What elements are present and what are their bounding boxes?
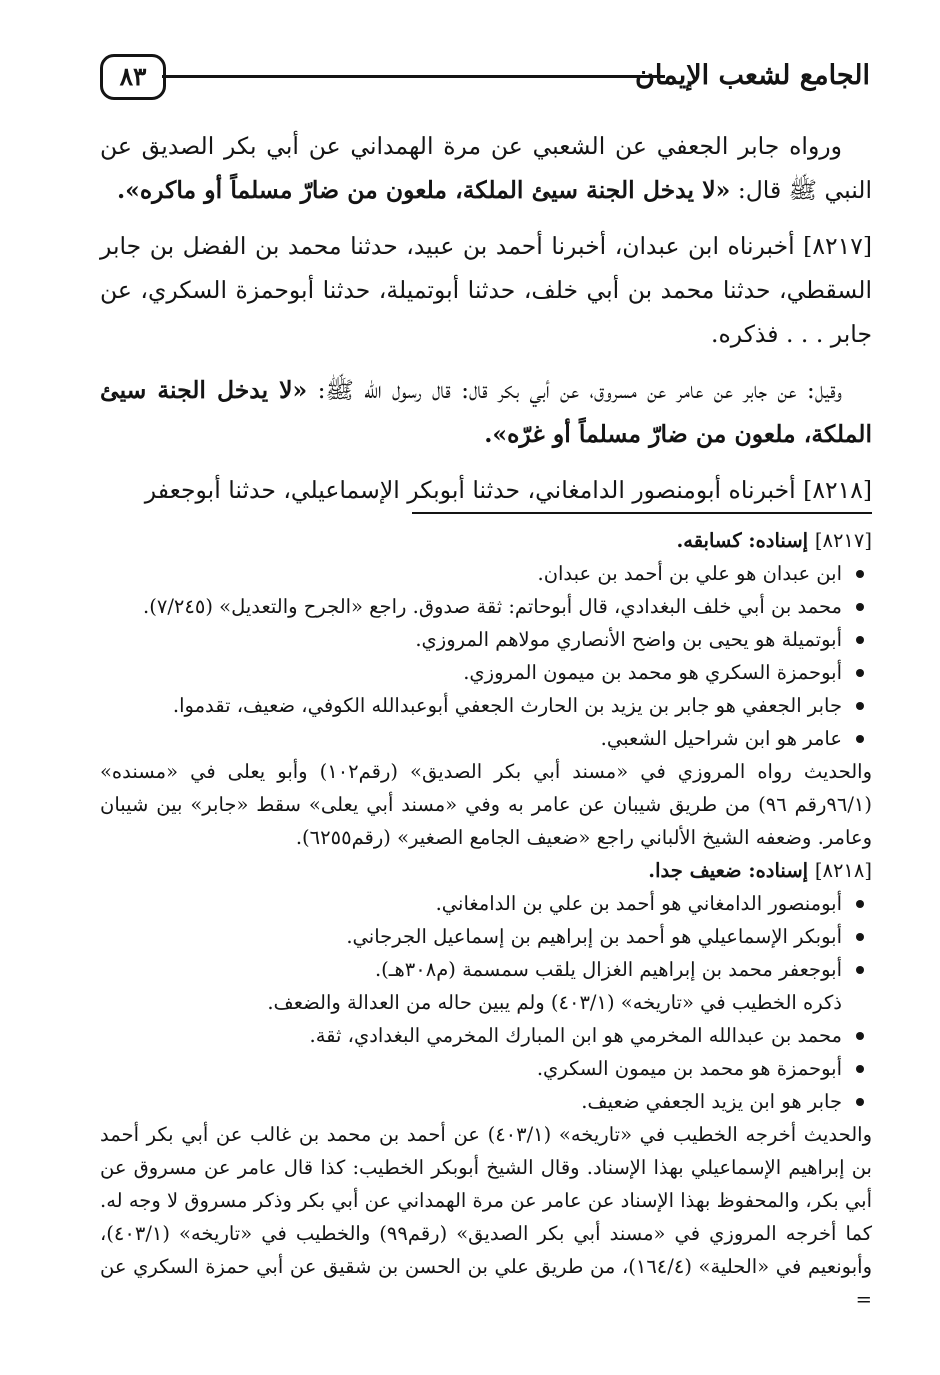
- hadith-text-2: «لا يدخل الجنة سيئ الملكة، ملعون من ضارّ مسلماً أو غرّه».: [100, 376, 872, 448]
- paragraph-3: [100, 368, 872, 456]
- note-8218-list-a: [100, 887, 872, 986]
- paragraph-1: [100, 124, 872, 212]
- paragraph-2: [٨٢١٧] أخبرناه ابن عبدان، أخبرنا أحمد بن عبيد، حدثنا محمد بن الفضل بن جابر السقطي، حدثنا محمد بن أبي خلف، حدثنا أبوتميلة، حدثنا أبوحمزة السكري، عن جابر . . . فذكره.: [100, 232, 872, 348]
- list-item: جابر هو ابن يزيد الجعفي ضعيف.: [100, 1085, 842, 1118]
- note-8217-paragraph: والحديث رواه المروزي في «مسند أبي بكر الصديق» (رقم١٠٢) وأبو يعلى في «مسنده» (٩٦/١رقم ٩٦) من طريق شيبان عن عامر به وفي «مسند أبي يعلى» سقط «جابر» بين شيبان وعامر. وضعفه الشيخ الألباني راجع «ضعيف الجامع الصغير» (رقم٦٢٥٥).: [100, 760, 872, 849]
- main-text: [100, 124, 872, 524]
- note-8217-list: [100, 557, 872, 755]
- note-8218-subnote: ذكره الخطيب في «تاريخه» (٤٠٣/١) ولم يبين حاله من العدالة والضعف.: [267, 991, 842, 1014]
- note-8218-number: [٨٢١٨]: [814, 859, 872, 882]
- note-8218-heading: [100, 854, 872, 887]
- page-header: [100, 54, 870, 100]
- book-title: الجامع لشعب الإيمان: [635, 60, 870, 91]
- list-item: أبوجعفر محمد بن إبراهيم الغزال يلقب سمسمة (م٣٠٨هـ).: [100, 953, 842, 986]
- hadith-text-1: «لا يدخل الجنة سيئ الملكة، ملعون من ضارّ مسلماً أو ماكره».: [117, 176, 731, 204]
- note-8218-title: إسناده: ضعيف جدا.: [648, 859, 809, 882]
- note-8217-number: [٨٢١٧]: [814, 529, 872, 552]
- list-item: عامر هو ابن شراحيل الشعبي.: [100, 722, 842, 755]
- list-item: جابر الجعفي هو جابر بن يزيد بن الحارث الجعفي أبوعبدالله الكوفي، ضعيف، تقدموا.: [100, 689, 842, 722]
- note-8217-heading: [100, 524, 872, 557]
- header-rule: [162, 75, 665, 78]
- list-item: أبوحمزة السكري هو محمد بن ميمون المروزي.: [100, 656, 842, 689]
- footnotes: [100, 524, 872, 1316]
- note-8217-title: إسناده: كسابقه.: [676, 529, 809, 552]
- list-item: أبوتميلة هو يحيى بن واضح الأنصاري مولاهم المروزي.: [100, 623, 842, 656]
- paragraph-4: [٨٢١٨] أخبرناه أبومنصور الدامغاني، حدثنا أبوبكر الإسماعيلي، حدثنا أبوجعفر: [144, 476, 872, 504]
- list-item: أبومنصور الدامغاني هو أحمد بن علي بن الدامغاني.: [100, 887, 842, 920]
- note-8218-paragraph: والحديث أخرجه الخطيب في «تاريخه» (٤٠٣/١) عن أحمد بن محمد بن غالب عن أبي بكر أحمد بن إبراهيم الإسماعيلي بهذا الإسناد. وقال الشيخ أبوبكر الخطيب: كذا قال عامر عن مسروق عن أبي بكر، والمحفوظ بهذا الإسناد عن عامر عن مرة الهمداني عن أبي بكر وذكر مسروق لا وجه له. كما أخرجه المروزي في «مسند أبي بكر الصديق» (رقم٩٩) والخطيب في «تاريخه» (٤٠٣/١)، وأبونعيم في «الحلية» (١٦٤/٤)، من طريق علي بن الحسن بن شقيق عن أبي حمزة السكري عن =: [100, 1123, 872, 1311]
- list-item: ابن عبدان هو علي بن أحمد بن عبدان.: [100, 557, 842, 590]
- note-8218-list-b: [100, 1019, 872, 1118]
- list-item: محمد بن أبي خلف البغدادي، قال أبوحاتم: ثقة صدوق. راجع «الجرح والتعديل» (٧/٢٤٥).: [100, 590, 842, 623]
- list-item: أبوبكر الإسماعيلي هو أحمد بن إبراهيم بن إسماعيل الجرجاني.: [100, 920, 842, 953]
- list-item: أبوحمزة هو محمد بن ميمون السكري.: [100, 1052, 842, 1085]
- page-number: ٨٣: [100, 54, 166, 100]
- list-item: محمد بن عبدالله المخرمي هو ابن المبارك المخرمي البغدادي، ثقة.: [100, 1019, 842, 1052]
- footnote-divider: [412, 512, 872, 514]
- paragraph-1-text: ورواه جابر الجعفي عن الشعبي عن مرة الهمداني عن أبي بكر الصديق عن النبي ﷺ قال:: [100, 132, 872, 204]
- paragraph-3-text: وقيل: عن جابر عن عامر عن مسروق، عن أبي بكر قال: قال رسول الله ﷺ:: [317, 376, 842, 404]
